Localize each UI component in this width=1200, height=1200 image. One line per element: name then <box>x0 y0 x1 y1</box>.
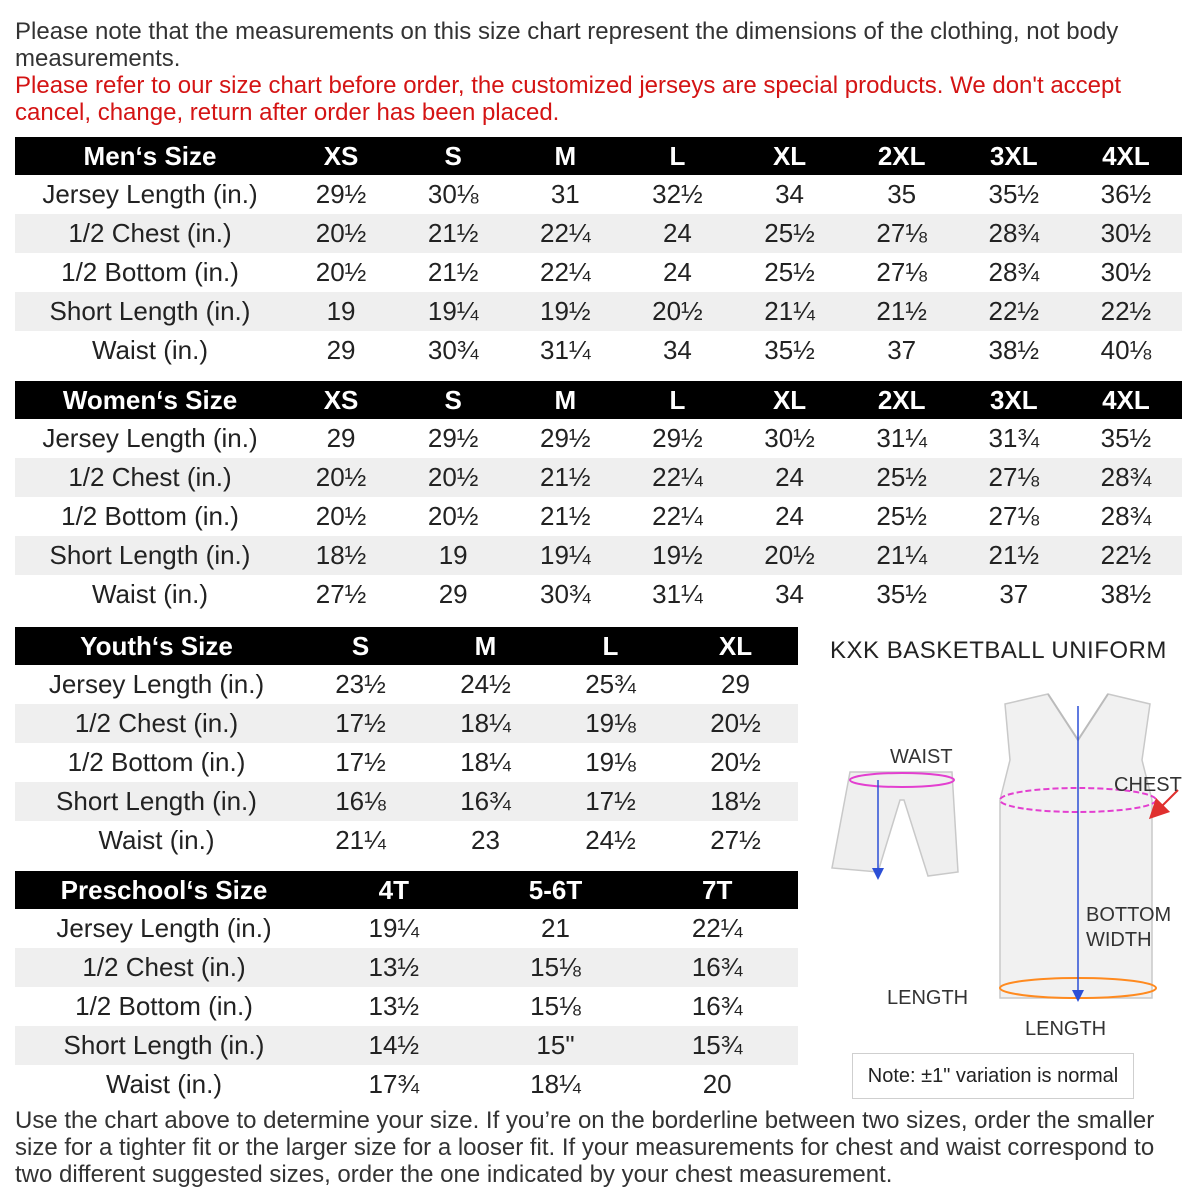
measurement-value: 20½ <box>734 536 846 575</box>
measurement-value: 20½ <box>315 501 367 531</box>
measurement-label: 1/2 Bottom (in.) <box>67 747 246 777</box>
measurement-value: 25½ <box>764 257 815 287</box>
size-column-header: 4T <box>313 871 475 909</box>
measurement-value: 21¼ <box>335 825 386 855</box>
measurement-value: 19¼ <box>397 292 509 331</box>
size-column-header: XL <box>734 381 846 419</box>
table-row <box>15 331 1182 370</box>
measurement-value: 34 <box>775 579 805 609</box>
measurement-value: 23 <box>471 825 500 855</box>
measurement-value: 19¼ <box>368 913 420 943</box>
size-column-header: XS <box>285 381 397 419</box>
measurement-value: 25¾ <box>585 669 636 699</box>
measurement-value: 19 <box>285 292 397 331</box>
size-column-header: S <box>397 381 509 419</box>
bottom-label: BOTTOM <box>1086 904 1172 926</box>
measurement-value: 27⅛ <box>846 214 958 253</box>
measurement-value: 22½ <box>958 292 1070 331</box>
measurement-value: 29½ <box>652 423 703 453</box>
measurement-value: 20½ <box>710 747 761 777</box>
measurement-value: 31¼ <box>540 335 591 365</box>
size-column-header: M <box>509 381 621 419</box>
measurement-value: 30⅛ <box>427 179 479 209</box>
measurement-value: 31 <box>550 179 580 209</box>
order-warning: Please refer to our size chart before order, the customized jerseys are special products. We don't accept cancel, change, return after order has been placed. <box>15 72 1122 126</box>
measurement-value: 24½ <box>585 825 636 855</box>
measurement-value: 34 <box>662 335 692 365</box>
measurement-value: 28¾ <box>1100 501 1152 531</box>
measurement-label: Waist (in.) <box>98 825 215 855</box>
table-row <box>15 704 798 743</box>
measurement-value: 25½ <box>876 501 927 531</box>
measurement-value: 27⅛ <box>988 501 1040 531</box>
measurement-label: Waist (in.) <box>91 335 209 365</box>
measurement-note: Please note that the measurements on this size chart represent the dimensions of the clothing, not body measurements. <box>15 18 1119 72</box>
measurement-value: 34 <box>775 179 805 209</box>
measurement-label: 1/2 Chest (in.) <box>15 214 285 253</box>
measurement-value: 15" <box>475 1026 637 1065</box>
size-column-header: L <box>548 627 673 665</box>
measurement-value: 17½ <box>298 704 423 743</box>
size-column-header: XS <box>285 137 397 175</box>
table-row <box>15 987 798 1026</box>
table-row <box>15 253 1182 292</box>
measurement-value: 16¾ <box>636 948 798 987</box>
measurement-value: 20½ <box>285 214 397 253</box>
preschool-size-table <box>15 871 798 1104</box>
size-column-header: 2XL <box>846 137 958 175</box>
table-row <box>15 497 1182 536</box>
measurement-value: 30½ <box>1070 214 1182 253</box>
size-notes <box>15 18 1185 126</box>
measurement-value: 31¼ <box>876 423 927 453</box>
measurement-value: 15⅛ <box>475 948 637 987</box>
table-header-row <box>15 381 1182 419</box>
measurement-value: 36½ <box>1100 179 1152 209</box>
measurement-value: 21½ <box>509 458 621 497</box>
measurement-value: 25½ <box>846 458 958 497</box>
measurement-value: 20½ <box>285 458 397 497</box>
measurement-value: 29 <box>326 335 356 365</box>
measurement-value: 24 <box>662 257 692 287</box>
measurement-value: 18½ <box>285 536 397 575</box>
measurement-label: 1/2 Chest (in.) <box>15 458 285 497</box>
chest-label: CHEST <box>1114 774 1182 796</box>
table-header-row <box>15 137 1182 175</box>
table-row <box>15 575 1182 614</box>
measurement-value: 24 <box>734 458 846 497</box>
measurement-value: 38½ <box>1100 579 1152 609</box>
size-column-header: S <box>397 137 509 175</box>
measurement-value: 32½ <box>652 179 703 209</box>
measurement-value: 19⅛ <box>548 704 673 743</box>
measurement-value: 23½ <box>335 669 386 699</box>
size-column-header: 3XL <box>958 137 1070 175</box>
measurement-value: 20½ <box>397 458 509 497</box>
table-row <box>15 292 1182 331</box>
measurement-value: 22¼ <box>652 501 703 531</box>
measurement-value: 22¼ <box>691 913 743 943</box>
measurement-value: 25½ <box>734 214 846 253</box>
size-column-header: 4XL <box>1070 381 1182 419</box>
measurement-value: 29½ <box>315 179 367 209</box>
fit-guidance: Use the chart above to determine your size. If you’re on the borderline between two sizes, order the smaller size for a tighter fit or the larger size for a looser fit. If your measurements for chest and waist correspond to two different suggested sizes, order the one indicated by your chest measurement. <box>15 1107 1155 1188</box>
measurement-value: 18¼ <box>460 747 511 777</box>
measurement-label: 1/2 Bottom (in.) <box>61 501 239 531</box>
measurement-label: Jersey Length (in.) <box>42 423 258 453</box>
size-column-header: 4XL <box>1070 137 1182 175</box>
size-group-label: Youth‘s Size <box>15 627 298 665</box>
measurement-label: Waist (in.) <box>105 1069 223 1099</box>
measurement-value: 21½ <box>427 257 479 287</box>
measurement-value: 16⅛ <box>298 782 423 821</box>
measurement-label: Short Length (in.) <box>15 1026 313 1065</box>
size-column-header: 3XL <box>958 381 1070 419</box>
measurement-value: 31¾ <box>988 423 1040 453</box>
width-label: WIDTH <box>1086 929 1152 951</box>
table-row <box>15 419 1182 458</box>
measurement-value: 18½ <box>673 782 798 821</box>
measurement-label: Short Length (in.) <box>15 292 285 331</box>
table-row <box>15 1026 798 1065</box>
measurement-value: 28¾ <box>988 257 1040 287</box>
measurement-value: 17½ <box>335 747 386 777</box>
measurement-value: 35½ <box>1100 423 1152 453</box>
measurement-value: 30½ <box>1100 257 1152 287</box>
measurement-value: 17½ <box>548 782 673 821</box>
jersey-illustration <box>1000 694 1178 998</box>
measurement-value: 21½ <box>540 501 591 531</box>
table-row <box>15 665 798 704</box>
table-row <box>15 782 798 821</box>
measurement-value: 21¼ <box>846 536 958 575</box>
measurement-value: 27⅛ <box>876 257 927 287</box>
measurement-label: Jersey Length (in.) <box>56 913 272 943</box>
table-row <box>15 458 1182 497</box>
measurement-value: 21½ <box>958 536 1070 575</box>
size-column-header: XL <box>734 137 846 175</box>
table-row <box>15 743 798 782</box>
measurement-value: 27½ <box>710 825 761 855</box>
waist-label: WAIST <box>890 746 953 768</box>
measurement-value: 24 <box>775 501 805 531</box>
measurement-value: 30¾ <box>427 335 479 365</box>
measurement-label: Jersey Length (in.) <box>48 669 265 699</box>
table-row <box>15 175 1182 214</box>
diagram-title: KXK BASKETBALL UNIFORM <box>830 637 1167 664</box>
measurement-label: Short Length (in.) <box>15 782 298 821</box>
measurement-value: 28¾ <box>958 214 1070 253</box>
table-header-row <box>15 871 798 909</box>
measurement-value: 37 <box>999 579 1029 609</box>
shorts-illustration <box>832 772 958 876</box>
measurement-value: 21½ <box>397 214 509 253</box>
measurement-value: 35½ <box>988 179 1040 209</box>
table-row <box>15 214 1182 253</box>
measurement-value: 22½ <box>1070 292 1182 331</box>
measurement-value: 38½ <box>988 335 1040 365</box>
size-column-header: 5-6T <box>475 871 637 909</box>
measurement-value: 15⅛ <box>530 991 581 1021</box>
measurement-value: 13½ <box>368 991 420 1021</box>
measurement-value: 16¾ <box>691 991 743 1021</box>
measurement-value: 29½ <box>427 423 479 453</box>
mens-size-table <box>15 137 1182 370</box>
table-row <box>15 909 798 948</box>
size-column-header: M <box>509 137 621 175</box>
measurement-value: 19 <box>397 536 509 575</box>
measurement-value: 31¼ <box>652 579 703 609</box>
variation-note: Note: ±1" variation is normal <box>852 1053 1134 1099</box>
measurement-label: 1/2 Chest (in.) <box>15 704 298 743</box>
measurement-value: 35½ <box>764 335 815 365</box>
measurement-value: 40⅛ <box>1100 335 1152 365</box>
measurement-label: Jersey Length (in.) <box>42 179 258 209</box>
measurement-value: 20½ <box>315 257 367 287</box>
size-group-label: Preschool‘s Size <box>15 871 313 909</box>
table-row <box>15 536 1182 575</box>
measurement-value: 30¾ <box>540 579 591 609</box>
measurement-value: 27⅛ <box>958 458 1070 497</box>
measurement-value: 20½ <box>427 501 479 531</box>
measurement-value: 30½ <box>764 423 815 453</box>
size-group-label: Women‘s Size <box>15 381 285 419</box>
measurement-value: 37 <box>887 335 917 365</box>
measurement-value: 20 <box>702 1069 732 1099</box>
measurement-value: 22¼ <box>540 257 591 287</box>
measurement-value: 19¼ <box>509 536 621 575</box>
table-row <box>15 821 798 860</box>
measurement-value: 22½ <box>1070 536 1182 575</box>
measurement-label: Short Length (in.) <box>15 536 285 575</box>
measurement-value: 24 <box>621 214 733 253</box>
measurement-label: Waist (in.) <box>91 579 209 609</box>
measurement-value: 19½ <box>509 292 621 331</box>
measurement-value: 21¼ <box>734 292 846 331</box>
measurement-value: 15¾ <box>636 1026 798 1065</box>
measurement-value: 29 <box>721 669 750 699</box>
jersey-length-label: LENGTH <box>1025 1018 1107 1040</box>
measurement-value: 22¼ <box>509 214 621 253</box>
measurement-value: 19½ <box>621 536 733 575</box>
measurement-value: 27½ <box>315 579 367 609</box>
measurement-value: 14½ <box>313 1026 475 1065</box>
size-column-header: 2XL <box>846 381 958 419</box>
measurement-value: 13½ <box>313 948 475 987</box>
measurement-value: 18¼ <box>530 1069 581 1099</box>
measurement-value: 22¼ <box>621 458 733 497</box>
size-column-header: L <box>621 381 733 419</box>
size-column-header: M <box>423 627 548 665</box>
size-column-header: XL <box>673 627 798 665</box>
measurement-value: 29 <box>326 423 356 453</box>
table-row <box>15 1065 798 1104</box>
measurement-value: 35½ <box>876 579 927 609</box>
measurement-value: 21 <box>541 913 570 943</box>
measurement-value: 21½ <box>846 292 958 331</box>
table-row <box>15 948 798 987</box>
measurement-value: 35 <box>887 179 917 209</box>
uniform-diagram <box>820 680 1190 1020</box>
short-length-label: LENGTH <box>887 987 969 1009</box>
measurement-label: 1/2 Chest (in.) <box>15 948 313 987</box>
measurement-value: 29 <box>438 579 468 609</box>
measurement-value: 28¾ <box>1070 458 1182 497</box>
table-header-row <box>15 627 798 665</box>
size-group-label: Men‘s Size <box>15 137 285 175</box>
measurement-value: 19⅛ <box>585 747 636 777</box>
size-column-header: L <box>621 137 733 175</box>
measurement-value: 24½ <box>460 669 511 699</box>
measurement-value: 20½ <box>673 704 798 743</box>
size-column-header: 7T <box>636 871 798 909</box>
measurement-value: 16¾ <box>423 782 548 821</box>
youth-size-table <box>15 627 798 860</box>
measurement-value: 18¼ <box>423 704 548 743</box>
measurement-label: 1/2 Bottom (in.) <box>75 991 253 1021</box>
measurement-value: 17¾ <box>368 1069 420 1099</box>
measurement-value: 29½ <box>540 423 591 453</box>
size-column-header: S <box>298 627 423 665</box>
womens-size-table <box>15 381 1182 614</box>
measurement-value: 20½ <box>621 292 733 331</box>
measurement-label: 1/2 Bottom (in.) <box>61 257 239 287</box>
